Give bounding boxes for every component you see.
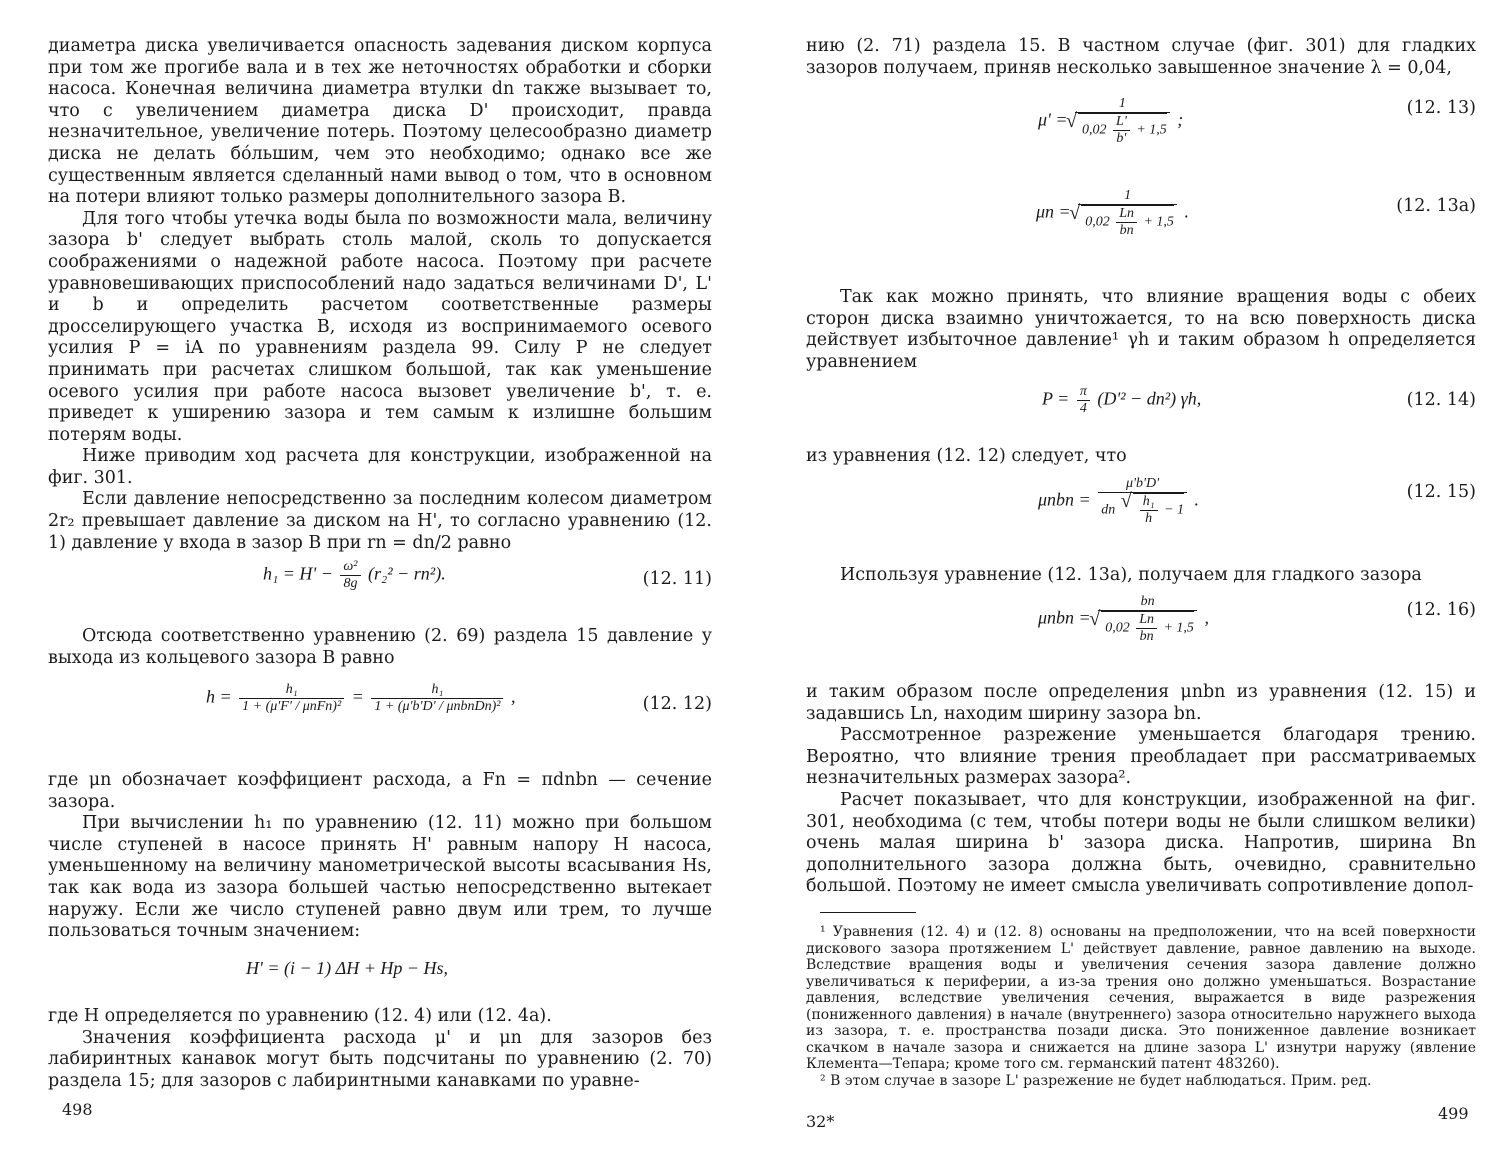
paragraph: Расчет показывает, что для конструкции, изображенной на фиг. 301, необходима (с тем, чтобы потери воды не были слишком велики) очень малая ширина b' зазора диска. Напротив, ширина Bn дополнительного зазора должна быть, очевидно, сравнительно большой. Поэтому не имеет смысла увеличивать сопротивление допол- — [806, 789, 1476, 897]
right-text-block-3 — [806, 446, 1476, 468]
paragraph: Так как можно принять, что влияние вращения воды с обеих сторон диска взаимно уничтожается, то на всю поверхность диска действует избыточное давление¹ γh и таким образом h определяется уравнением — [806, 287, 1476, 372]
paragraph: Отсюда соответственно уравнению (2. 69) раздела 15 давление у выхода из кольцевого зазора B равно — [48, 626, 712, 668]
left-text-block-4 — [48, 1006, 712, 1092]
right-text-block-5 — [806, 682, 1476, 898]
footnote-rule — [820, 912, 916, 913]
paragraph: нию (2. 71) раздела 15. В частном случае (фиг. 301) для гладких зазоров получаем, приняв несколько завышенное значение λ = 0,04, — [806, 36, 1476, 78]
equation-number: (12. 12) — [642, 694, 712, 714]
equation-12-16: μnbn = bn √ 0,02 $\frac{Ln}{bn}$ + 1,5 , (12. 16) — [806, 592, 1476, 664]
paragraph: и таким образом после определения μnbn из уравнения (12. 15) и задавшись Ln, находим ширину зазора bn. — [806, 682, 1476, 724]
equation-12-11: h₁ = H' − $\frac{\text{ω²}}{8g}$ (r₂² − rn²). (12. 11) — [263, 559, 712, 591]
equation-12-13a: μn = 1 √ 0,02 $\frac{Ln}{bn}$ + 1,5 . (12. 13а) — [806, 186, 1476, 266]
paragraph: Значения коэффициента расхода μ' и μn для зазоров без лабиринтных канавок могут быть подсчитаны по уравнению (2. 70) раздела 15; для зазоров с лабиринтными канавками по уравне- — [48, 1027, 712, 1091]
paragraph: Рассмотренное разрежение уменьшается благодаря трению. Вероятно, что влияние трения преобладает при рассматриваемых незначительных размерах зазора². — [806, 725, 1476, 789]
footnote-1: ¹ Уравнения (12. 4) и (12. 8) основаны на предположении, что на всей поверхности дискового зазора протяжением L' действует давление, равное давлению на выходе. Вследствие вращения воды и увеличения сечения зазора давление должно увеличиваться к периферии, а из-за трения оно должно уменьшаться. Возрастание давления, вследствие увеличения сечения, выражается в виде разрежения (пониженного давления) в начале (внутреннего) зазора относительно наружнего выхода из зазора, т. е. пространства позади диска. Это пониженное давление возникает скачком в начале зазора и снижается на длине зазора L' изнутри наружу (явление Клемента—Тепара; кроме того см. германский патент 483260). — [806, 924, 1476, 1072]
paragraph: Если давление непосредственно за последним колесом диаметром 2r₂ превышает давление за диском на H', то согласно уравнению (12. 1) давление у входа в зазор B при rn = dn/2 равно — [48, 489, 712, 553]
signature-mark: 32* — [806, 1112, 835, 1131]
equation-number: (12. 15) — [1406, 482, 1476, 502]
paragraph: диаметра диска увеличивается опасность задевания диском корпуса при том же прогибе вала и в тех же неточностях обработки и сборки насоса. Конечная величина диаметра втулки dn также вызывает то, что с увеличением диаметра диска D' происходит, правда незначительное, увеличение потерь. Поэтому целесообразно диаметр диска не делать бо́льшим, чем это необходимо; однако все же существенным является сделанный нами вывод о том, что в основном на потери влияют только размеры дополнительного зазора B. — [48, 36, 712, 208]
left-text-block-1 — [48, 36, 712, 554]
page-number: 498 — [62, 1100, 93, 1119]
equation-number: (12. 13) — [1406, 98, 1476, 118]
equation-number: (12. 13а) — [1396, 196, 1476, 216]
footnotes — [806, 924, 1476, 1089]
equation-number: (12. 16) — [1406, 600, 1476, 620]
page-number: 499 — [1438, 1104, 1469, 1123]
equation-12-12: h = $\frac{\text{h₁}}{\text{1 + (μ'F' / μnFn)²}}$ = $\frac{\text{h₁}}{\text{1 + (μ'b'D' / μnbnDn)²}}$ , (12. 12) — [206, 682, 712, 714]
right-page — [754, 0, 1509, 1158]
paragraph: где μn обозначает коэффициент расхода, а Fn = πdnbn — сечение зазора. — [48, 770, 712, 812]
paragraph: При вычислении h₁ по уравнению (12. 11) можно при большом числе ступеней в насосе принять H' равным напору H насоса, уменьшенному на величину манометрической высоты всасывания Hs, так как вода из зазора большей частью непосредственно вытекает наружу. Если же число ступеней равно двум или трем, то лучше пользоваться точным значением: — [48, 813, 712, 942]
equation-12-14: P = $\frac{\pi}{4}$ (D'² − dn²) γh, (12. 14) — [1042, 384, 1476, 416]
left-text-block-2 — [48, 626, 712, 669]
right-text-block-2 — [806, 287, 1476, 373]
paragraph: Ниже приводим ход расчета для конструкции, изображенной на фиг. 301. — [48, 446, 712, 488]
paragraph: где H определяется по уравнению (12. 4) или (12. 4а). — [48, 1006, 552, 1026]
equation-number: (12. 11) — [642, 569, 712, 589]
paragraph: Для того чтобы утечка воды была по возможности мала, величину зазора b' следует выбрать столь малой, сколь то допускается соображениями о надежной работе насоса. Поэтому при расчете уравновешивающих приспособлений надо задаться величинами D', L' и b и определить расчетом соответственные размеры дросселирующего участка B, исходя из воспринимаемого осевого усилия P = iA по уравнениям раздела 99. Силу P не следует принимать при расчетах слишком большой, так как уменьшение осевого усилия при работе насоса вызовет увеличение b', т. е. приведет к уширению зазора и тем самым к излишне большим потерям воды. — [48, 208, 712, 445]
left-text-block-3 — [48, 770, 712, 943]
equation-h-prime: H' = (i − 1) ΔH + Hp − Hs, — [246, 958, 448, 978]
paragraph: из уравнения (12. 12) следует, что — [806, 446, 1127, 466]
paragraph: Используя уравнение (12. 13а), получаем для гладкого зазора — [840, 565, 1422, 585]
equation-12-15: μnbn = μ'b'D' dn √ $\frac{\text{h₁}}{h}$ − 1 . (12. 15) — [806, 474, 1476, 544]
footnote-2: ² В этом случае в зазоре L' разрежение не будет наблюдаться. Прим. ред. — [820, 1072, 1372, 1089]
right-text-block-4 — [806, 565, 1476, 587]
left-page — [0, 0, 754, 1158]
equation-number: (12. 14) — [1406, 390, 1476, 410]
right-text-block-1 — [806, 36, 1476, 79]
equation-12-13: μ' = 1 √ 0,02 $\frac{L'}{b'}$ + 1,5 ; (12. 13) — [806, 94, 1476, 152]
